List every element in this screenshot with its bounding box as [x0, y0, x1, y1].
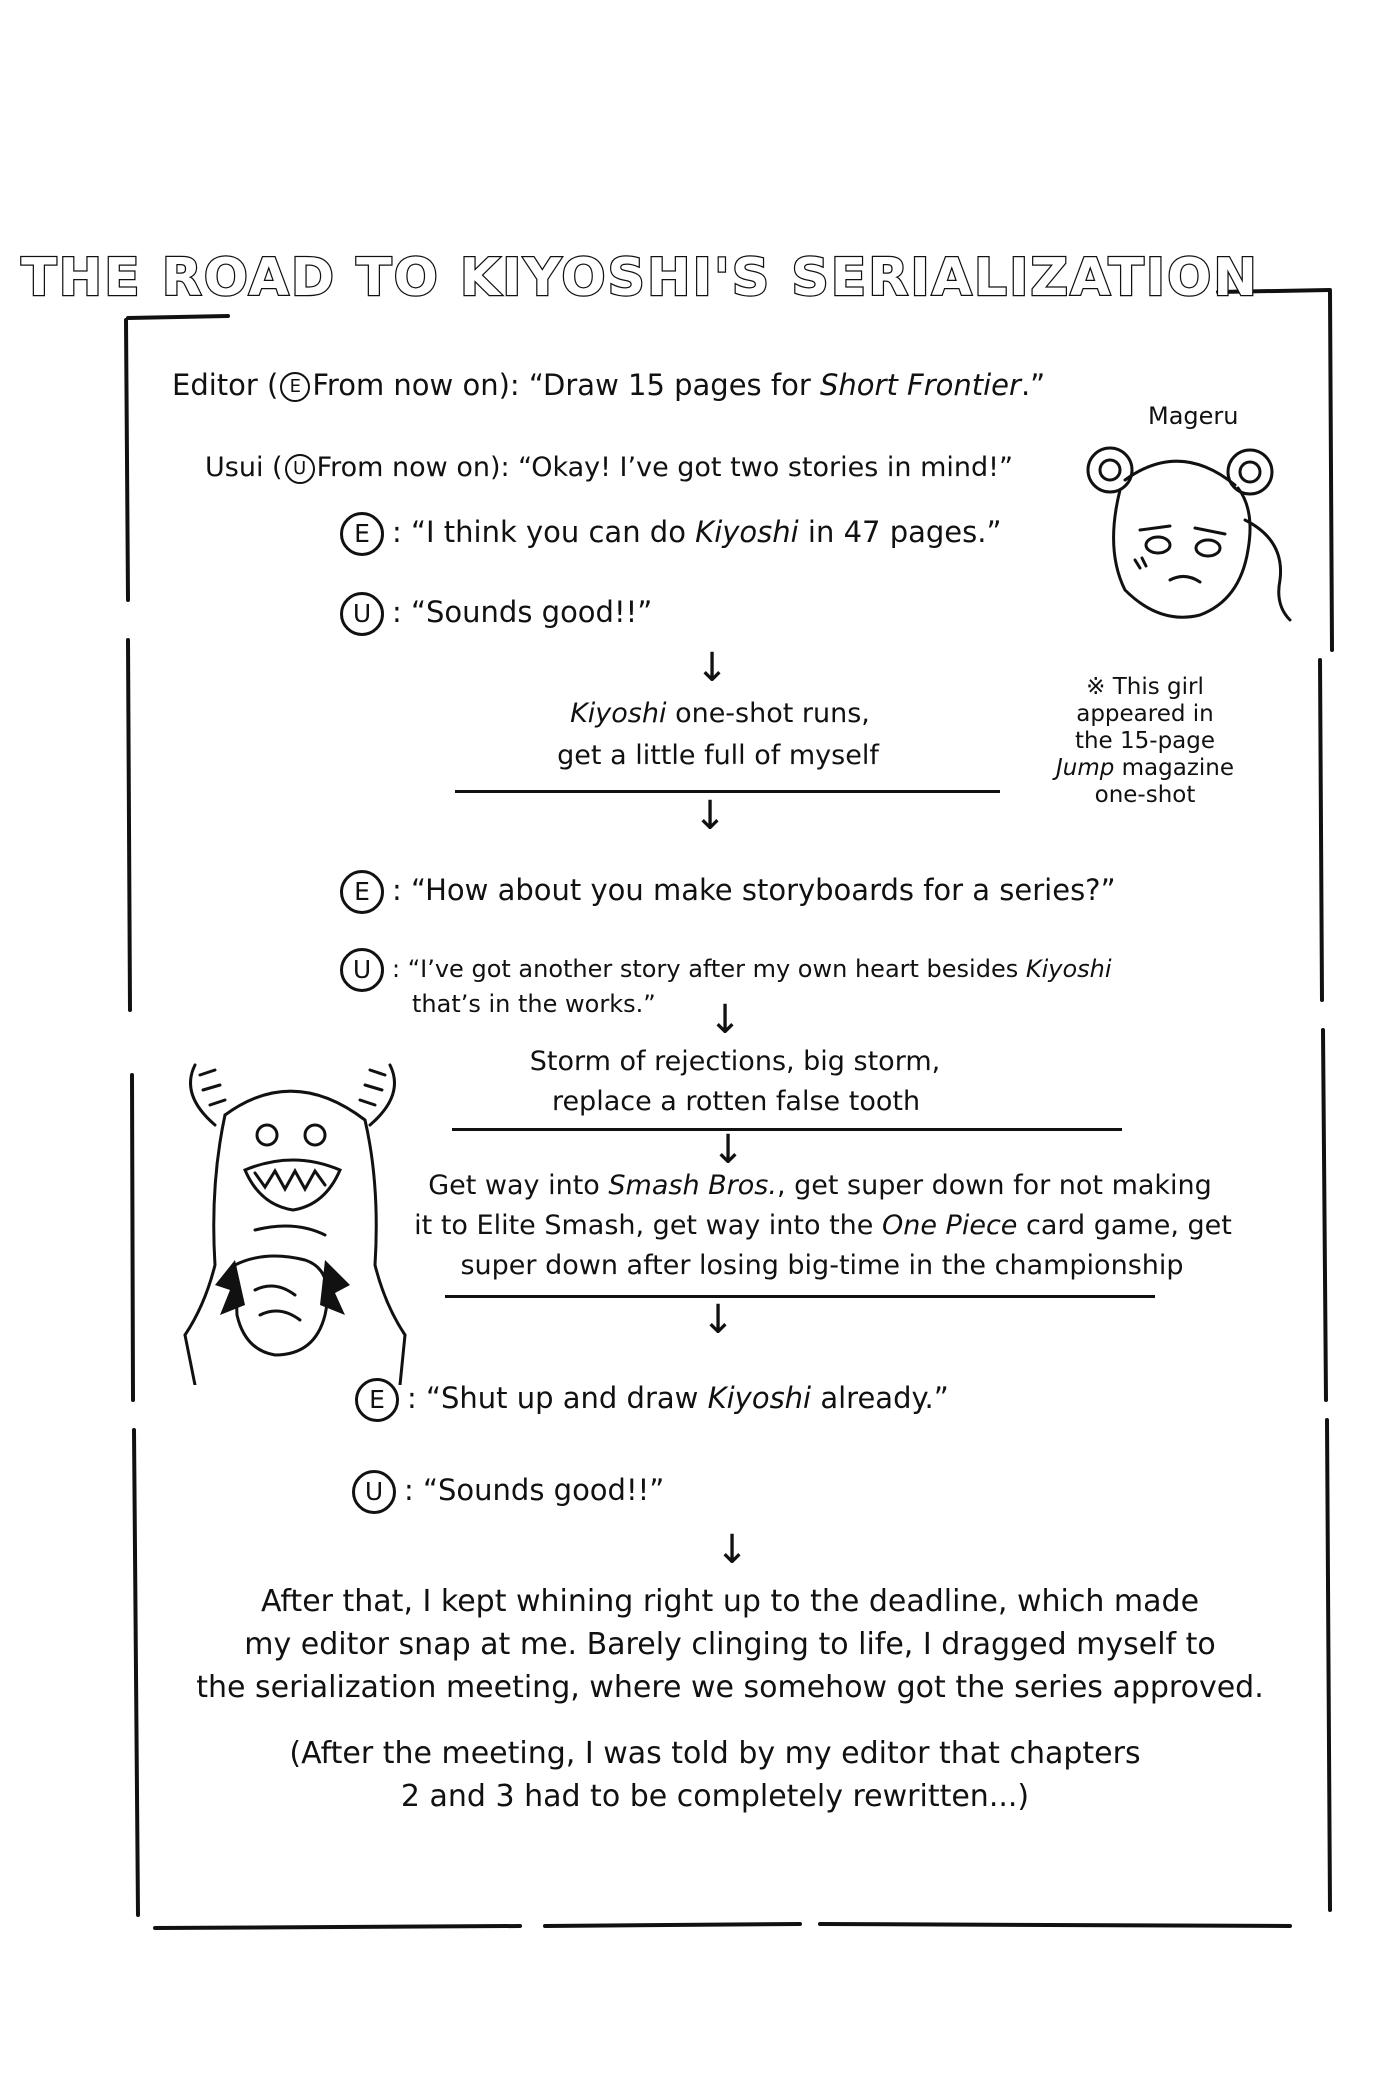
divider: [455, 790, 1000, 793]
step-one-shot-line-2: get a little full of myself: [557, 740, 879, 771]
flow-arrow: ↓: [715, 1527, 749, 1573]
line-text: one-shot runs,: [666, 698, 870, 729]
usui-badge: U: [285, 454, 315, 484]
game-name: Smash Bros.: [608, 1170, 777, 1201]
side-note-line-2: appeared in: [1076, 701, 1214, 727]
line-text: : “How about you make storyboards for a series?”: [392, 873, 1116, 907]
character-label-mageru: Mageru: [1148, 402, 1239, 430]
usui-badge: U: [340, 592, 384, 636]
aside-line-1: (After the meeting, I was told by my editor that chapters: [289, 1736, 1141, 1771]
game-name: One Piece: [882, 1210, 1018, 1241]
usui-line-1: [340, 592, 652, 636]
closing-paragraph: [196, 1580, 1264, 1709]
editor-badge: E: [340, 870, 384, 914]
side-note-line-5: one-shot: [1094, 782, 1196, 808]
divider: [445, 1295, 1155, 1298]
flow-arrow: ↓: [695, 645, 729, 691]
line-text: : “Sounds good!!”: [392, 595, 653, 629]
line-text: : “I think you can do: [392, 515, 696, 549]
editor-intro-line: [172, 368, 1045, 402]
usui-badge: U: [340, 948, 384, 992]
side-note-line-4: [1040, 755, 1250, 782]
line-text-end: .”: [1020, 368, 1046, 402]
line-text: : “Sounds good!!”: [404, 1473, 665, 1507]
usui-badge: U: [352, 1470, 396, 1514]
title-reference: Kiyoshi: [570, 698, 667, 729]
line-text-end: , get super down for not making: [776, 1170, 1212, 1201]
speaker-label: Usui (: [205, 452, 283, 483]
magazine-name: Jump: [1055, 755, 1115, 781]
speaker-label: Editor (: [172, 368, 279, 402]
side-note-line-1: [1040, 674, 1250, 701]
line-text: From now on): “Okay! I’ve got two stories in mind!”: [316, 452, 1013, 483]
closing-line-3: the serialization meeting, where we somehow got the series approved.: [196, 1670, 1264, 1705]
line-text: From now on): “Draw 15 pages for: [312, 368, 820, 402]
usui-line-2: [340, 948, 1112, 992]
usui-line-2-cont: that’s in the works.”: [412, 990, 656, 1018]
divider: [452, 1128, 1122, 1131]
side-note-line-3: the 15-page: [1074, 728, 1216, 754]
flow-arrow: ↓: [708, 997, 742, 1043]
editor-line-3: [355, 1378, 949, 1422]
step-hobbies-line-2: [414, 1210, 1232, 1241]
aside-line-2: 2 and 3 had to be completely rewritten...): [400, 1779, 1030, 1814]
step-rejections-line-2: replace a rotten false tooth: [551, 1086, 921, 1117]
flow-arrow: ↓: [701, 1297, 735, 1343]
step-rejections-line-1: Storm of rejections, big storm,: [529, 1046, 941, 1077]
line-text: : “I’ve got another story after my own heart besides: [392, 955, 1026, 983]
title-reference: Short Frontier: [819, 368, 1021, 402]
step-hobbies-line-1: [428, 1170, 1212, 1201]
usui-line-3: [352, 1470, 664, 1514]
editor-badge: E: [280, 372, 310, 402]
line-text: : “Shut up and draw: [407, 1381, 708, 1415]
editor-line-1: [340, 512, 1001, 556]
title-reference: Kiyoshi: [707, 1381, 812, 1415]
aside-paragraph: [289, 1732, 1140, 1818]
editor-line-2: [340, 870, 1116, 914]
closing-line-1: After that, I kept whining right up to the deadline, which made: [260, 1584, 1200, 1619]
editor-badge: E: [355, 1378, 399, 1422]
closing-line-2: my editor snap at me. Barely clinging to life, I dragged myself to: [244, 1627, 1216, 1662]
line-text: it to Elite Smash, get way into the: [414, 1210, 882, 1241]
line-text: This girl: [1112, 674, 1204, 700]
reference-mark: ※: [1086, 674, 1106, 700]
step-one-shot-line-1: [570, 698, 870, 729]
usui-intro-line: [205, 452, 1013, 484]
line-text-end: in 47 pages.”: [798, 515, 1002, 549]
step-hobbies-line-3: super down after losing big-time in the championship: [460, 1250, 1184, 1281]
mageru-character-illustration: [1080, 430, 1300, 640]
line-text: Get way into: [428, 1170, 609, 1201]
line-text-end: already.”: [811, 1381, 949, 1415]
line-text-end: card game, get: [1017, 1210, 1232, 1241]
title-reference: Kiyoshi: [1025, 955, 1112, 983]
line-text: magazine: [1114, 755, 1235, 781]
demon-character-illustration: [175, 1055, 415, 1385]
flow-arrow: ↓: [693, 793, 727, 839]
editor-badge: E: [340, 512, 384, 556]
page-title: THE ROAD TO KIYOSHI'S SERIALIZATION: [21, 248, 1259, 308]
title-reference: Kiyoshi: [695, 515, 799, 549]
side-note: [1040, 674, 1250, 809]
flow-arrow: ↓: [711, 1127, 745, 1173]
